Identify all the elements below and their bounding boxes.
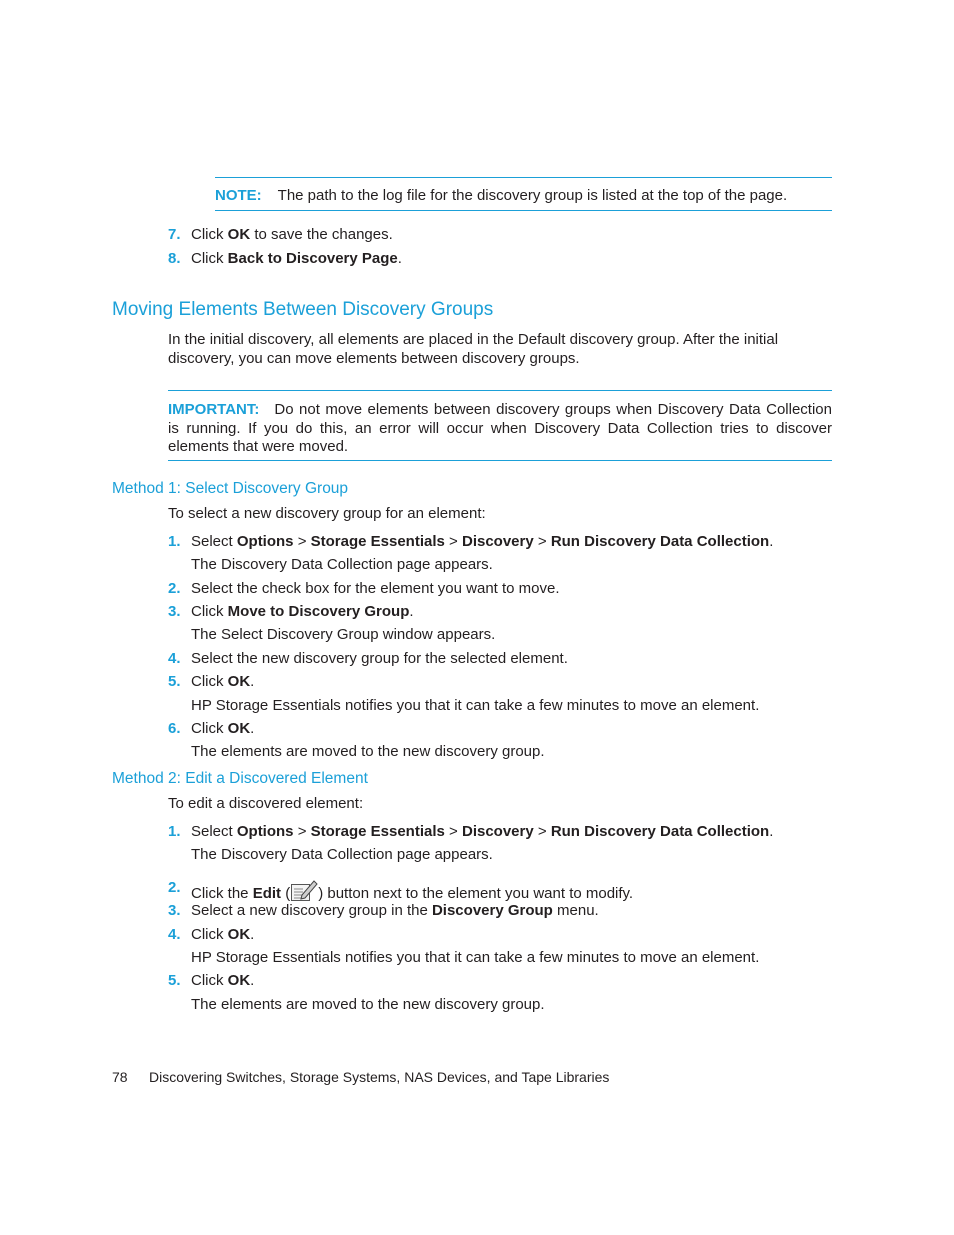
run-discovery-data-collection-label: Run Discovery Data Collection [550, 823, 770, 840]
m1-step-1-result: The Discovery Data Collection page appears. [191, 556, 493, 573]
m1-step-3-result: The Select Discovery Group window appears. [191, 626, 496, 643]
storage-essentials-label: Storage Essentials [310, 823, 445, 840]
m2-step-4-number: 4. [168, 926, 181, 943]
options-label: Options [236, 533, 294, 550]
m1-step-5: Click OK. [191, 673, 255, 690]
m1-step-6-result: The elements are moved to the new discovery group. [191, 743, 545, 760]
important [168, 401, 832, 457]
m2-step-1-number: 1. [168, 823, 181, 840]
storage-essentials-label: Storage Essentials [310, 533, 445, 550]
run-discovery-data-collection-label: Run Discovery Data Collection [550, 533, 770, 550]
discovery-group-label: Discovery Group [431, 902, 553, 919]
m2-step-3: Select a new discovery group in the Discovery Group menu. [191, 902, 599, 919]
important-top-rule [168, 390, 832, 391]
m2-step-5-result: The elements are moved to the new discovery group. [191, 996, 545, 1013]
note-bottom-rule [215, 210, 832, 211]
m1-step-2: Select the check box for the element you want to move. [191, 580, 560, 597]
m1-step-3: Click Move to Discovery Group. [191, 603, 414, 620]
important-label: IMPORTANT: [168, 401, 260, 418]
m1-step-5-number: 5. [168, 673, 181, 690]
m2-step-2-number: 2. [168, 879, 181, 896]
discovery-label: Discovery [461, 533, 534, 550]
m2-step-2: Click the Edit ( ) button next to the element you want to modify. [191, 879, 633, 903]
options-label: Options [236, 823, 294, 840]
edit-label: Edit [252, 885, 282, 902]
m1-step-3-number: 3. [168, 603, 181, 620]
m2-step-1: Select Options > Storage Essentials > Discovery > Run Discovery Data Collection. [191, 823, 774, 840]
step-8: Click Back to Discovery Page. [191, 250, 402, 267]
m1-step-1: Select Options > Storage Essentials > Discovery > Run Discovery Data Collection. [191, 533, 774, 550]
ok-label: OK [227, 720, 251, 737]
m1-step-2-number: 2. [168, 580, 181, 597]
ok-label: OK [227, 972, 251, 989]
section-heading: Moving Elements Between Discovery Groups [112, 299, 494, 320]
m1-step-1-number: 1. [168, 533, 181, 550]
section-intro: In the initial discovery, all elements are placed in the Default discovery group. After the initial discovery, you can move elements between discovery groups. [168, 331, 779, 367]
m2-step-3-number: 3. [168, 902, 181, 919]
note-label: NOTE: [215, 187, 262, 204]
back-to-discovery-page-label: Back to Discovery Page [227, 250, 398, 267]
step-7: Click OK to save the changes. [191, 226, 393, 243]
m1-step-4-number: 4. [168, 650, 181, 667]
footer-title: Discovering Switches, Storage Systems, NAS Devices, and Tape Libraries [149, 1069, 610, 1085]
m2-step-5-number: 5. [168, 972, 181, 989]
method-2-intro: To edit a discovered element: [168, 795, 364, 812]
method-2-heading: Method 2: Edit a Discovered Element [112, 770, 368, 787]
m1-step-6-number: 6. [168, 720, 181, 737]
step-7-number: 7. [168, 226, 181, 243]
note [215, 187, 787, 205]
m1-step-4: Select the new discovery group for the selected element. [191, 650, 568, 667]
step-8-number: 8. [168, 250, 181, 267]
note-text: The path to the log file for the discovery group is listed at the top of the page. [277, 187, 788, 204]
m1-step-5-result: HP Storage Essentials notifies you that it can take a few minutes to move an element. [191, 697, 760, 714]
m2-step-4: Click OK. [191, 926, 255, 943]
important-text: Do not move elements between discovery groups when Discovery Data Collection is running. If you do this, an error will occur when Discovery Data Collection tries to discover elements that were moved. [168, 401, 832, 455]
m1-step-6: Click OK. [191, 720, 255, 737]
edit-icon [290, 879, 318, 903]
m2-step-4-result: HP Storage Essentials notifies you that it can take a few minutes to move an element. [191, 949, 760, 966]
ok-label: OK [227, 926, 251, 943]
footer-page-number: 78 [112, 1069, 128, 1085]
note-top-rule [215, 177, 832, 178]
m2-step-1-result: The Discovery Data Collection page appears. [191, 846, 493, 863]
m2-step-5: Click OK. [191, 972, 255, 989]
method-1-heading: Method 1: Select Discovery Group [112, 480, 349, 497]
move-to-discovery-group-label: Move to Discovery Group [227, 603, 410, 620]
method-1-intro: To select a new discovery group for an element: [168, 505, 486, 522]
discovery-label: Discovery [461, 823, 534, 840]
important-bottom-rule [168, 460, 832, 461]
ok-label: OK [227, 226, 251, 243]
ok-label: OK [227, 673, 251, 690]
